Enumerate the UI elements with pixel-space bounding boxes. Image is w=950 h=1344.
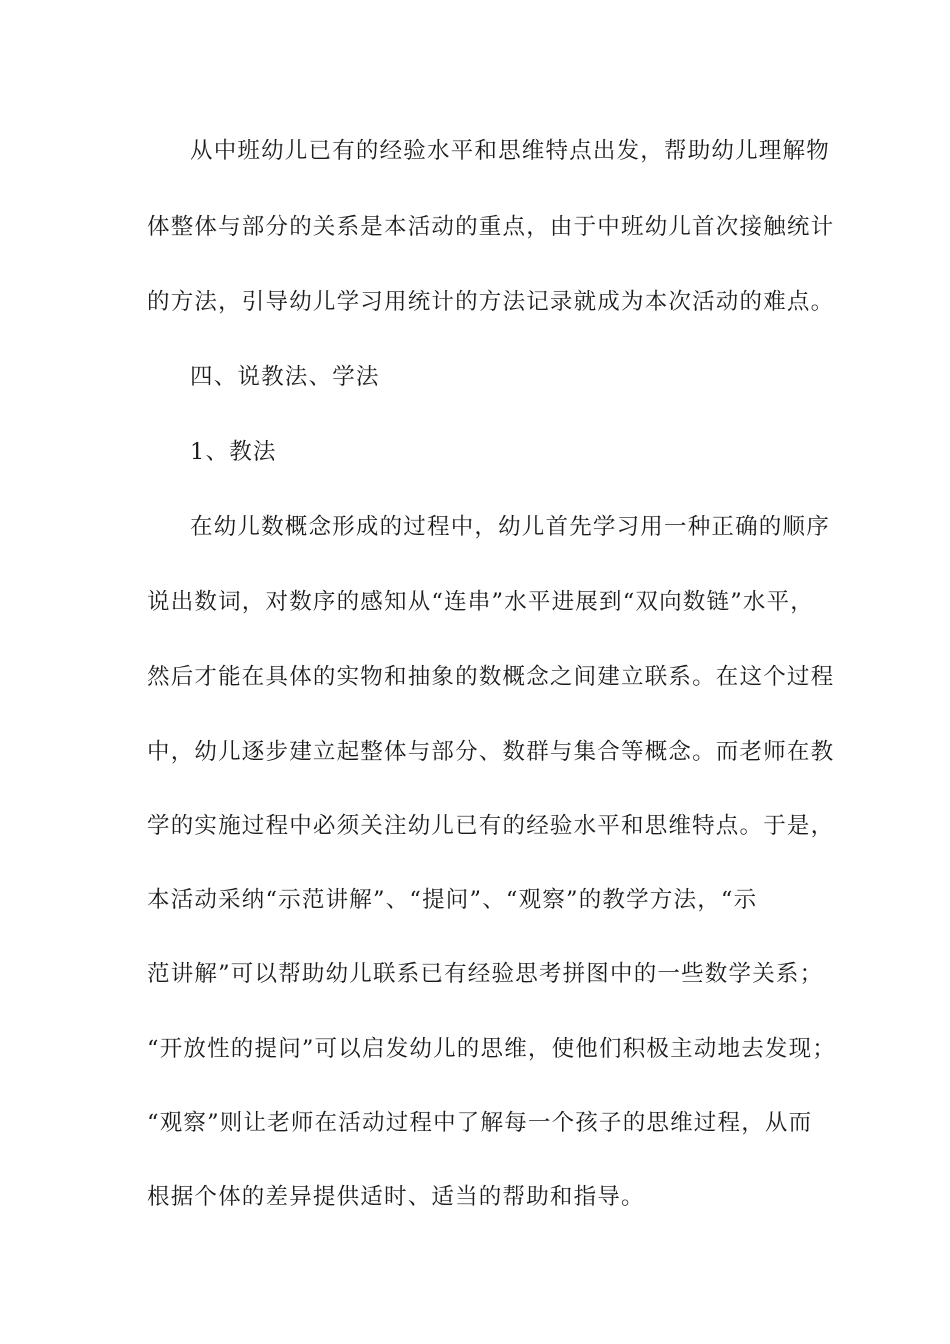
paragraph-line: 说出数词，对数序的感知从“连串”水平进展到“双向数链”水平， — [147, 589, 815, 615]
paragraph-line: “观察”则让老师在活动过程中了解每一个孩子的思维过程，从而 — [147, 1110, 813, 1136]
paragraph-line: 中，幼儿逐步建立起整体与部分、数群与集合等概念。而老师在教 — [147, 739, 835, 765]
paragraph-line: 从中班幼儿已有的经验水平和思维特点出发，帮助幼儿理解物 — [190, 138, 830, 164]
paragraph-line: 本活动采纳“示范讲解”、“提问”、“观察”的教学方法，“示 — [147, 887, 758, 913]
paragraph-line: 然后才能在具体的实物和抽象的数概念之间建立联系。在这个过程 — [147, 664, 835, 690]
paragraph-line: “开放性的提问”可以启发幼儿的思维，使他们积极主动地去发现； — [147, 1036, 837, 1062]
section-heading: 四、说教法、学法 — [190, 364, 380, 390]
paragraph-line: 的方法，引导幼儿学习用统计的方法记录就成为本次活动的难点。 — [147, 289, 835, 315]
subsection-heading: 1、教法 — [190, 439, 277, 465]
paragraph-line: 根据个体的差异提供适时、适当的帮助和指导。 — [147, 1184, 645, 1210]
paragraph-line: 学的实施过程中必须关注幼儿已有的经验水平和思维特点。于是， — [147, 813, 835, 839]
paragraph-line: 在幼儿数概念形成的过程中，幼儿首先学习用一种正确的顺序 — [190, 514, 830, 540]
paragraph-line: 范讲解”可以帮助幼儿联系已有经验思考拼图中的一些数学关系； — [147, 961, 824, 987]
paragraph-line: 体整体与部分的关系是本活动的重点，由于中班幼儿首次接触统计 — [147, 214, 835, 240]
